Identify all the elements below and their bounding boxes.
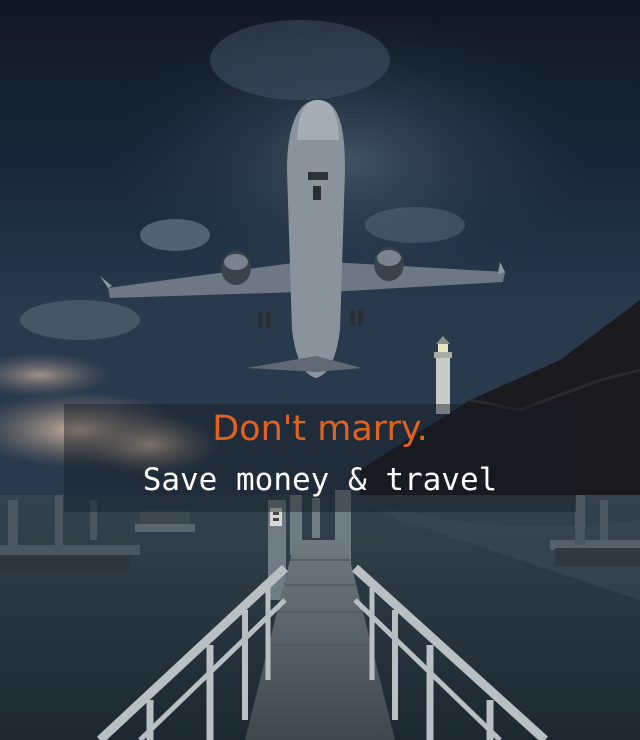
headline-text: Don't marry. bbox=[212, 409, 428, 449]
subline-text: Save money & travel bbox=[142, 462, 498, 498]
